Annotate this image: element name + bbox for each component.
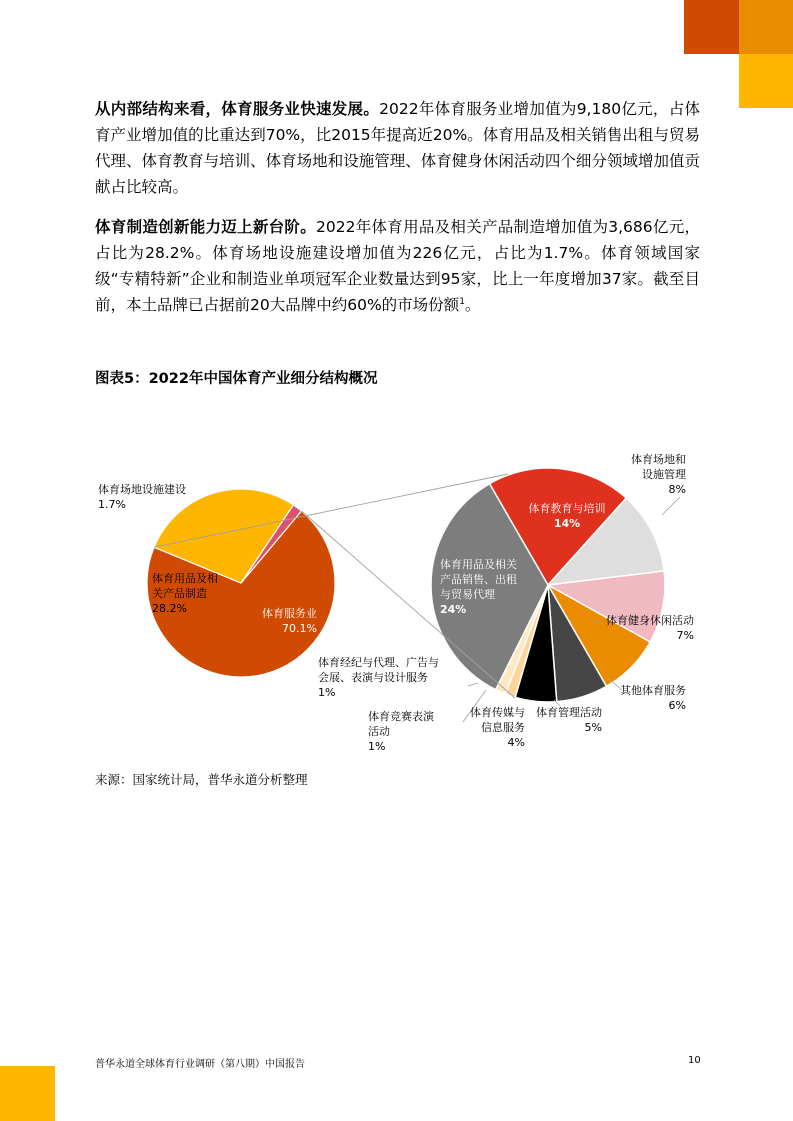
label-education: 体育教育与培训 14%: [528, 502, 606, 530]
paragraph-manufacturing-lead: 体育制造创新能力迈上新台阶。: [95, 218, 316, 236]
source-note: 来源：国家统计局，普华永道分析整理: [95, 772, 308, 787]
label-venue-management: 体育场地和设施管理 8%: [631, 453, 686, 496]
leader-line: [468, 683, 478, 686]
label-agency: 体育经纪与代理、广告与会展、表演与设计服务 1%: [318, 656, 439, 699]
paragraph-manufacturing-body: 2022年体育用品及相关产品制造增加值为3,686亿元，占比为28.2%。体育场地设施建设增加值为226亿元，占比为1.7%。体育领域国家级“专精特新”企业和制造业单项冠军企业数量达到95家，比上一年度增加37家。截至目前，本土品牌已占据前20大品牌中约60%的市场份额: [95, 218, 700, 314]
leader-line: [662, 497, 680, 515]
label-goods-trade: 体育用品及相关产品销售、出租与贸易代理 24%: [440, 558, 517, 616]
footer-title: 普华永道全球体育行业调研（第八期）中国报告: [95, 1059, 305, 1070]
paragraph-manufacturing-end: 。: [464, 296, 481, 314]
label-competition: 体育竞赛表演活动 1%: [368, 710, 434, 753]
label-goods-manufacturing: 体育用品及相关产品制造 28.2%: [152, 572, 218, 615]
label-management: 体育管理活动 5%: [536, 706, 602, 734]
label-other-services: 其他体育服务 6%: [620, 684, 686, 712]
label-venue-construction: 体育场地设施建设 1.7%: [98, 483, 186, 511]
label-media: 体育传媒与信息服务 4%: [470, 706, 525, 749]
paragraph-services-lead: 从内部结构来看，体育服务业快速发展。: [95, 100, 380, 118]
footnote-marker: 1: [459, 296, 465, 307]
paragraph-services-body: 2022年体育服务业增加值为9,180亿元，占体育产业增加值的比重达到70%，比2015年提高近20%。体育用品及相关销售出租与贸易代理、体育教育与培训、体育场地和设施管理、体育健身休闲活动四个细分领域增加值贡献占比较高。: [95, 100, 700, 196]
label-sports-services: 体育服务业 70.1%: [262, 607, 317, 635]
figure-title: 图表5：2022年中国体育产业细分结构概况: [95, 371, 378, 387]
label-fitness: 体育健身休闲活动 7%: [606, 614, 694, 642]
page-number: 10: [688, 1055, 701, 1066]
